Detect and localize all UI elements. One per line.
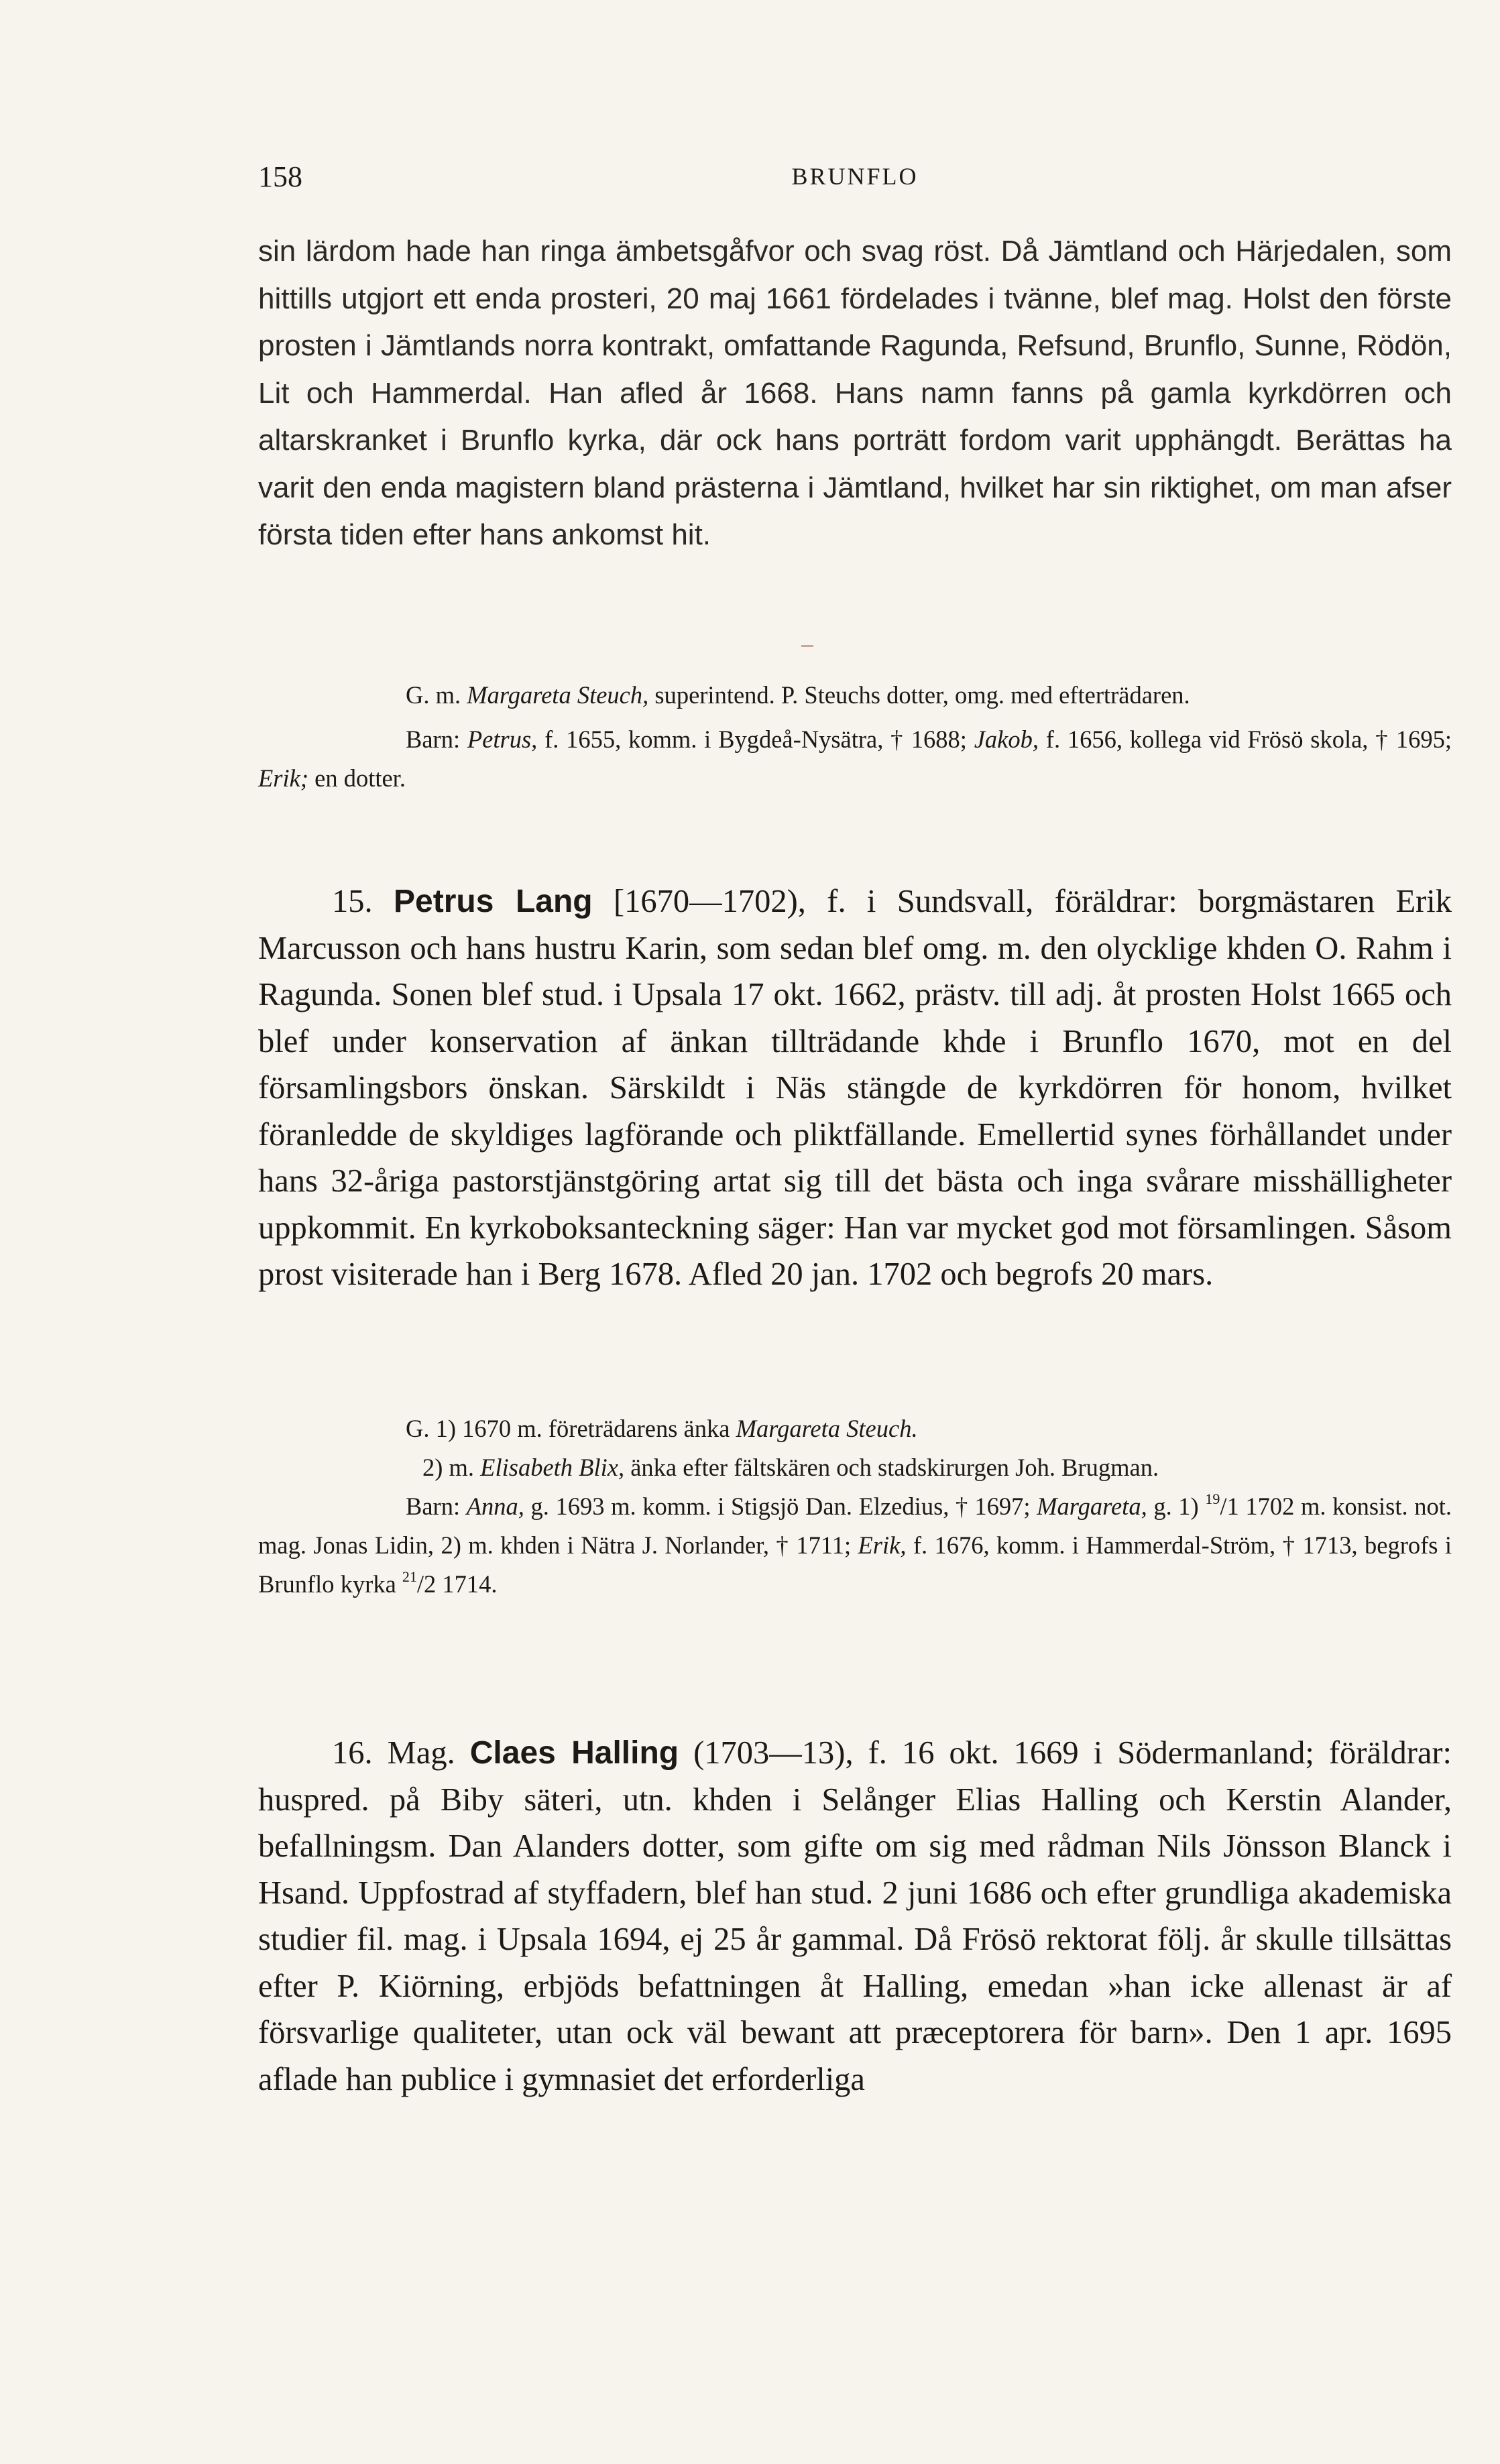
note-text: superintend. P. Steuchs dotter, omg. med efterträdaren. [648,681,1190,709]
note-text: /2 1714. [416,1570,498,1598]
note-name: Erik, [858,1531,907,1559]
note-marriage-2 [258,1448,1452,1487]
page-number: 158 [258,160,302,193]
family-notes-lang [258,1409,1452,1604]
entry-name: Petrus Lang [394,884,593,919]
note-name: Petrus, [467,725,538,753]
entry-15 [258,878,1452,1298]
note-text: Barn: [406,725,467,753]
note-text: f. 1676, komm. i Hammerdal-Ström, † 1713, begrofs i Brunflo kyrka [258,1531,1452,1598]
note-name: Jakob, [974,725,1039,753]
note-name: Margareta, [1037,1492,1147,1520]
date-superscript: 21 [402,1568,417,1585]
note-text: G. 1) 1670 m. företrädarens änka [406,1415,736,1442]
note-children [258,1487,1452,1604]
note-text: änka efter fältskären och stadskirurgen Joh. Brugman. [624,1454,1159,1481]
running-title: BRUNFLO [791,163,919,190]
date-superscript: 19 [1205,1490,1220,1507]
stray-mark [801,645,813,647]
note-text: g. 1) [1147,1492,1206,1520]
entry-body: (1703—13), f. 16 okt. 1669 i Södermanland; föräldrar: huspred. på Biby säteri, utn. khden i Selånger Elias Halling och Kerstin Alander, befallningsm. Dan Alanders dotter, som gifte om sig med rådman Nils Jönsson Blanck i Hsand. Uppfostrad af styffadern, blef han stud. 2 juni 1686 och efter grundliga akademiska studier fil. mag. i Upsala 1694, ej 25 år gammal. Då Frösö rektorat följ. år skulle tillsättas efter P. Kiörning, erbjöds befattningen åt Halling, emedan »han icke allenast är af försvarlige qualiteter, utan ock väl bewant att præceptorera för barn». Den 1 apr. 1695 aflade han publice i gymnasiet det erforderliga [258,1735,1452,2097]
page-header [258,160,1452,200]
note-text: 2) m. [422,1454,481,1481]
note-name: Elisabeth Blix, [480,1454,625,1481]
note-name: Erik; [258,764,308,792]
note-text: g. 1693 m. komm. i Stigsjö Dan. Elzedius, † 1697; [524,1492,1037,1520]
note-text: f. 1655, komm. i Bygdeå-Nysätra, † 1688; [537,725,974,753]
note-text: Barn: [406,1492,467,1520]
note-marriage-1 [258,1409,1452,1448]
note-text: en dotter. [308,764,406,792]
entry-number: 16. [332,1735,373,1771]
note-name: Anna, [466,1492,524,1520]
body-paragraph-1 [258,228,1452,559]
note-text: f. 1656, kollega vid Frösö skola, † 1695; [1039,725,1452,753]
entry-title: Mag. [387,1735,455,1771]
entry-body: [1670—1702), f. i Sundsvall, föräldrar: borgmästaren Erik Marcusson och hans hustru Karin, som sedan blef omg. m. den olycklige khden O. Rahm i Ragunda. Sonen blef stud. i Upsala 17 okt. 1662, prästv. till adj. åt prosten Holst 1665 och blef under konservation af änkan tillträdande khde i Brunflo 1670, mot en del församlingsbors önskan. Särskildt i Näs stängde de kyrkdörren för honom, hvilket föranledde de skyldiges lagförande och pliktfällande. Emellertid synes förhållandet under hans 32-åriga pastorstjänstgöring artat sig till det bästa och inga svårare misshälligheter uppkommit. En kyrkoboksanteckning säger: Han var mycket god mot församlingen. Såsom prost visiterade han i Berg 1678. Afled 20 jan. 1702 och begrofs 20 mars. [258,884,1452,1292]
note-name: Margareta Steuch, [467,681,649,709]
entry-16 [258,1730,1452,2103]
note-text: /1 1702 m. konsist. not. mag. Jonas Lidin, 2) m. khden i Nätra J. Norlander, † 1711; [258,1492,1452,1559]
note-marriage [258,676,1452,715]
note-name: Margareta Steuch. [736,1415,918,1442]
entry-number: 15. [332,884,373,919]
entry-16-text [258,1730,1452,2103]
note-children [258,720,1452,798]
entry-15-text [258,878,1452,1298]
paragraph-text: sin lärdom hade han ringa ämbetsgåfvor och svag röst. Då Jämtland och Härjedalen, som hittills utgjort ett enda prosteri, 20 maj 1661 fördelades i tvänne, blef mag. Holst den förste prosten i Jämtlands norra kontrakt, omfattande Ragunda, Refsund, Brunflo, Sunne, Rödön, Lit och Hammerdal. Han afled år 1668. Hans namn fanns på gamla kyrkdörren och altarskranket i Brunflo kyrka, där ock hans porträtt fordom varit upphängdt. Berättas ha varit den enda magistern bland prästerna i Jämtland, hvilket har sin riktighet, om man afser första tiden efter hans ankomst hit. [258,235,1452,551]
family-notes-steuch [258,676,1452,798]
entry-name: Claes Halling [469,1735,679,1771]
note-text: G. m. [406,681,467,709]
